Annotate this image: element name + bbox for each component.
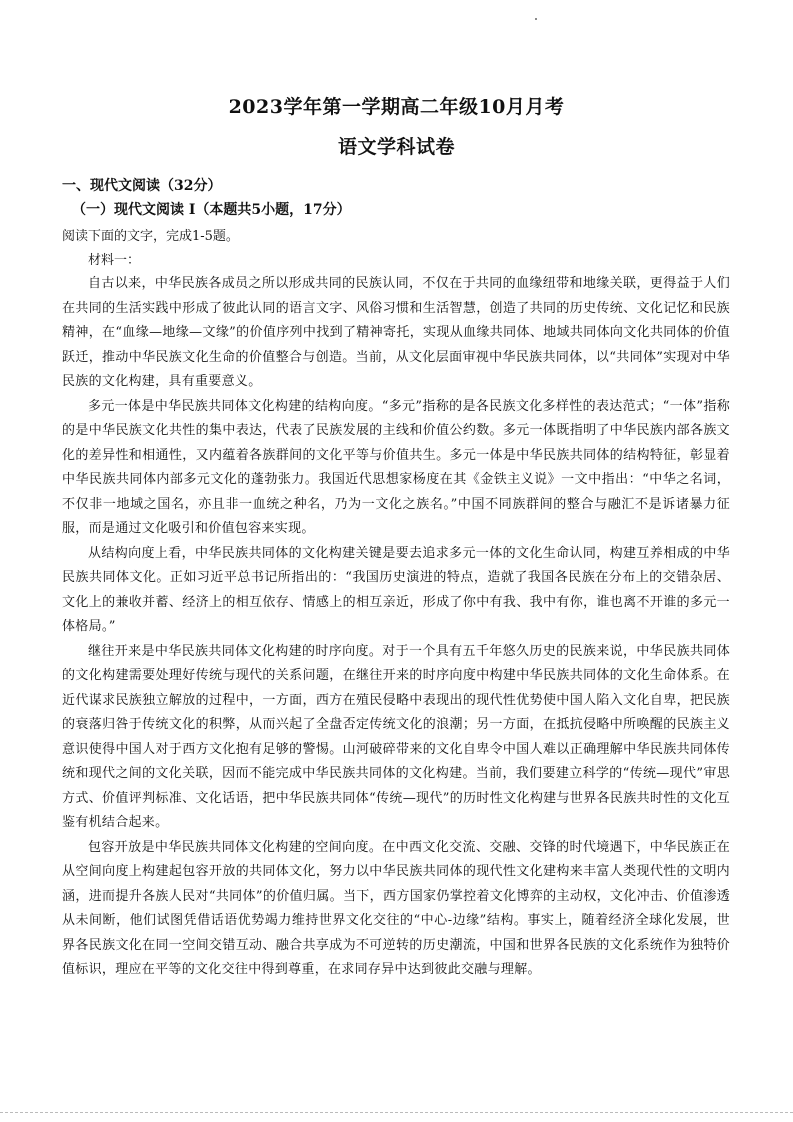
exam-subtitle: 语文学科试卷	[337, 136, 455, 158]
paragraph-3: 从结构向度上看，中华民族共同体的文化构建关键是要去追求多元一体的文化生命认同，构建互养相成的中华民族共同体文化。正如习近平总书记所指出的：“我国历史演进的特点，造就了我国各民族在分布上的交错杂居、文化上的兼收并蓄、经济上的相互依存、情感上的相互亲近，形成了你中有我、我中有你，谁也离不开谁的多元一体格局。”	[62, 545, 730, 634]
passage-body	[62, 272, 730, 983]
paragraph-4: 继往开来是中华民族共同体文化构建的时序向度。对于一个具有五千年悠久历史的民族来说，中华民族共同体的文化构建需要处理好传统与现代的关系问题，在继往开来的时序向度中构建中华民族共同体的文化生命体系。在近代谋求民族独立解放的过程中，一方面，西方在殖民侵略中表现出的现代性优势使中国人陷入文化自卑，把民族的衰落归咎于传统文化的积弊，从而兴起了全盘否定传统文化的浪潮；另一方面，在抵抗侵略中所唤醒的民族主义意识使得中国人对于西方文化抱有足够的警惕。山河破碎带来的文化自卑令中国人难以正确理解中华民族共同体传统和现代之间的文化关联，因而不能完成中华民族共同体的文化构建。当前，我们要建立科学的“传统—现代”审思方式、价值评判标准、文化话语，把中华民族共同体“传统—现代”的历时性文化构建与世界各民族共时性的文化互鉴有机结合起来。	[62, 643, 730, 830]
section-heading: 一、现代文阅读（32分）	[62, 178, 222, 194]
paragraph-1: 自古以来，中华民族各成员之所以形成共同的民族认同，不仅在于共同的血缘纽带和地缘关联，更得益于人们在共同的生活实践中形成了彼此认同的语言文字、风俗习惯和生活智慧，创造了共同的历史传统、文化记忆和民族精神，在“血缘—地缘—文缘”的价值序列中找到了精神寄托，实现从血缘共同体、地域共同体向文化共同体的价值跃迁，推动中华民族文化生命的价值整合与创造。当前，从文化层面审视中华民族共同体，以“共同体”实现对中华民族的文化构建，具有重要意义。	[62, 276, 730, 389]
instruction-text: 阅读下面的文字，完成1-5题。	[62, 229, 239, 244]
subsection-heading: （一）现代文阅读 I（本题共5小题，17分）	[72, 202, 351, 218]
paragraph-2: 多元一体是中华民族共同体文化构建的结构向度。“多元”指称的是各民族文化多样性的表达范式；“一体”指称的是中华民族文化共性的集中表达，代表了民族发展的主线和价值公约数。多元一体既指明了中华民族内部各族文化的差异性和相通性，又内蕴着各族群间的文化平等与价值共生。多元一体是中华民族共同体的结构特征，彰显着中华民族共同体内部多元文化的蓬勃张力。我国近代思想家杨度在其《金铁主义说》一文中指出：“中华之名词，不仅非一地域之国名，亦且非一血统之种名，乃为一文化之族名。”中国不同族群间的整合与融汇不是诉诸暴力征服，而是通过文化吸引和价值包容来实现。	[62, 398, 730, 536]
exam-title: 2023学年第一学期高二年级10月月考	[228, 96, 565, 118]
scan-dot	[535, 18, 537, 20]
material-label: 材料一：	[88, 253, 141, 268]
page-bottom-rule	[0, 1112, 793, 1113]
paragraph-5: 包容开放是中华民族共同体文化构建的空间向度。在中西文化交流、交融、交锋的时代境遇下，中华民族正在从空间向度上构建起包容开放的共同体文化，努力以中华民族共同体的现代性文化建构来丰富人类现代性的文明内涵，进而提升各族人民对“共同体”的价值归属。当下，西方国家仍掌控着文化博弈的主动权，文化冲击、价值渗透从未间断，他们试图凭借话语优势竭力维持世界文化交往的“中心-边缘”结构。事实上，随着经济全球化发展，世界各民族文化在同一空间交错互动、融合共享成为不可逆转的历史潮流，中国和世界各民族的文化系统作为独特价值标识，理应在平等的文化交往中得到尊重，在求同存异中达到彼此交融与理解。	[62, 839, 730, 977]
